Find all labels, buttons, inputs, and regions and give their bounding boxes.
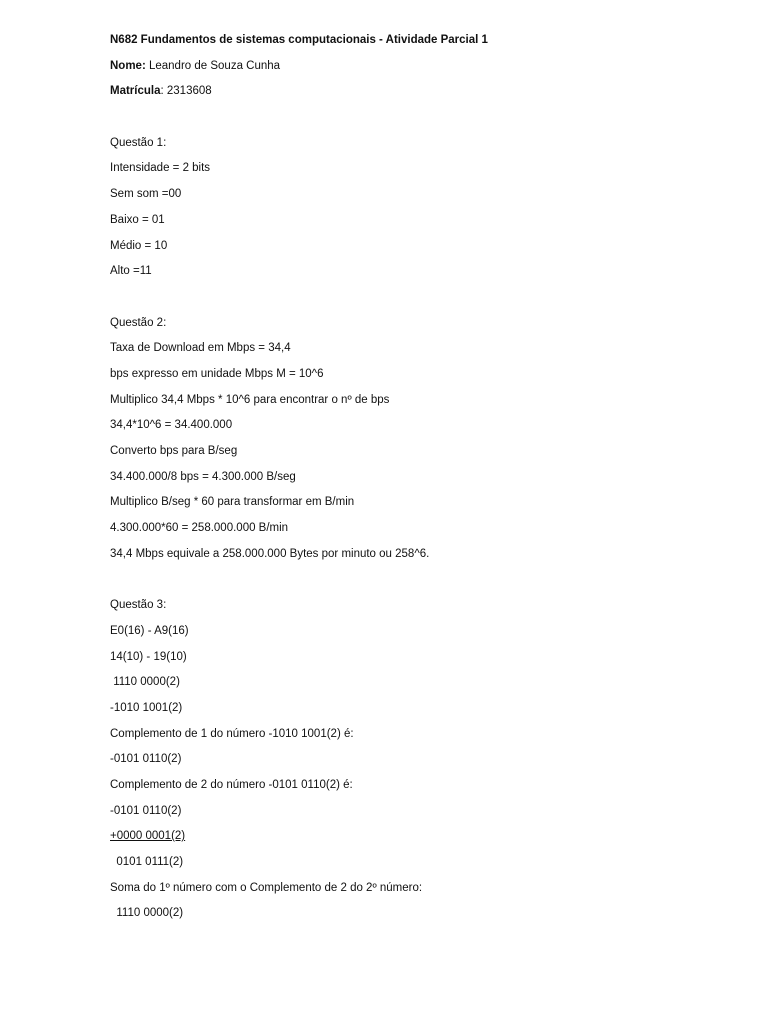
spacer: [110, 110, 710, 124]
question-2-line: bps expresso em unidade Mbps M = 10^6: [110, 367, 324, 380]
question-3-line: 0101 0111(2): [110, 856, 184, 868]
question-2-heading: Questão 2:: [110, 316, 167, 329]
question-2-line: 34.400.000/8 bps = 4.300.000 B/seg: [110, 470, 296, 483]
question-1-line: Intensidade = 2 bits: [110, 162, 211, 175]
question-3-line: [110, 829, 710, 843]
matricula-value: : 2313608: [160, 85, 212, 98]
question-2-line: Multiplico B/seg * 60 para transformar em B/min: [110, 496, 355, 509]
document-content: [110, 33, 710, 932]
question-3-line: 14(10) - 19(10): [110, 650, 187, 663]
question-3-line: 1110 0000(2): [110, 907, 184, 920]
question-1-line: Baixo = 01: [110, 213, 165, 226]
question-3-line: E0(16) - A9(16): [110, 624, 189, 637]
question-3-line: Complemento de 1 do número -1010 1001(2) é:: [110, 727, 354, 740]
document-title: N682 Fundamentos de sistemas computacionais - Atividade Parcial 1: [110, 34, 488, 46]
spacer: [110, 290, 710, 304]
question-3-line: -1010 1001(2): [110, 701, 183, 714]
question-1-line: Médio = 10: [110, 239, 168, 252]
question-2-line: 4.300.000*60 = 258.000.000 B/min: [110, 522, 289, 535]
spacer: [110, 572, 710, 586]
matricula-line: [110, 84, 710, 98]
question-2-line: Multiplico 34,4 Mbps * 10^6 para encontrar o nº de bps: [110, 393, 390, 406]
question-1-heading: Questão 1:: [110, 136, 167, 149]
underlined-addend: +0000 0001(2): [110, 830, 186, 843]
question-3-heading: Questão 3:: [110, 599, 167, 612]
question-3-line: 1110 0000(2): [110, 676, 180, 689]
question-1-line: Alto =11: [110, 265, 152, 278]
question-3-line: Soma do 1º número com o Complemento de 2 do 2º número:: [110, 881, 423, 894]
name-line: [110, 59, 710, 73]
question-3-line: Complemento de 2 do número -0101 0110(2) é:: [110, 778, 353, 791]
question-3-line: -0101 0110(2): [110, 804, 182, 817]
question-2-line: 34,4*10^6 = 34.400.000: [110, 419, 233, 432]
question-1-line: Sem som =00: [110, 188, 182, 201]
matricula-label: Matrícula: [110, 85, 161, 98]
question-2-line: Taxa de Download em Mbps = 34,4: [110, 342, 291, 355]
name-value: Leandro de Souza Cunha: [145, 59, 281, 72]
question-2-line: 34,4 Mbps equivale a 258.000.000 Bytes por minuto ou 258^6.: [110, 547, 430, 560]
question-2-line: Converto bps para B/seg: [110, 445, 238, 457]
question-3-line: -0101 0110(2): [110, 753, 182, 766]
name-label: Nome:: [110, 59, 146, 72]
